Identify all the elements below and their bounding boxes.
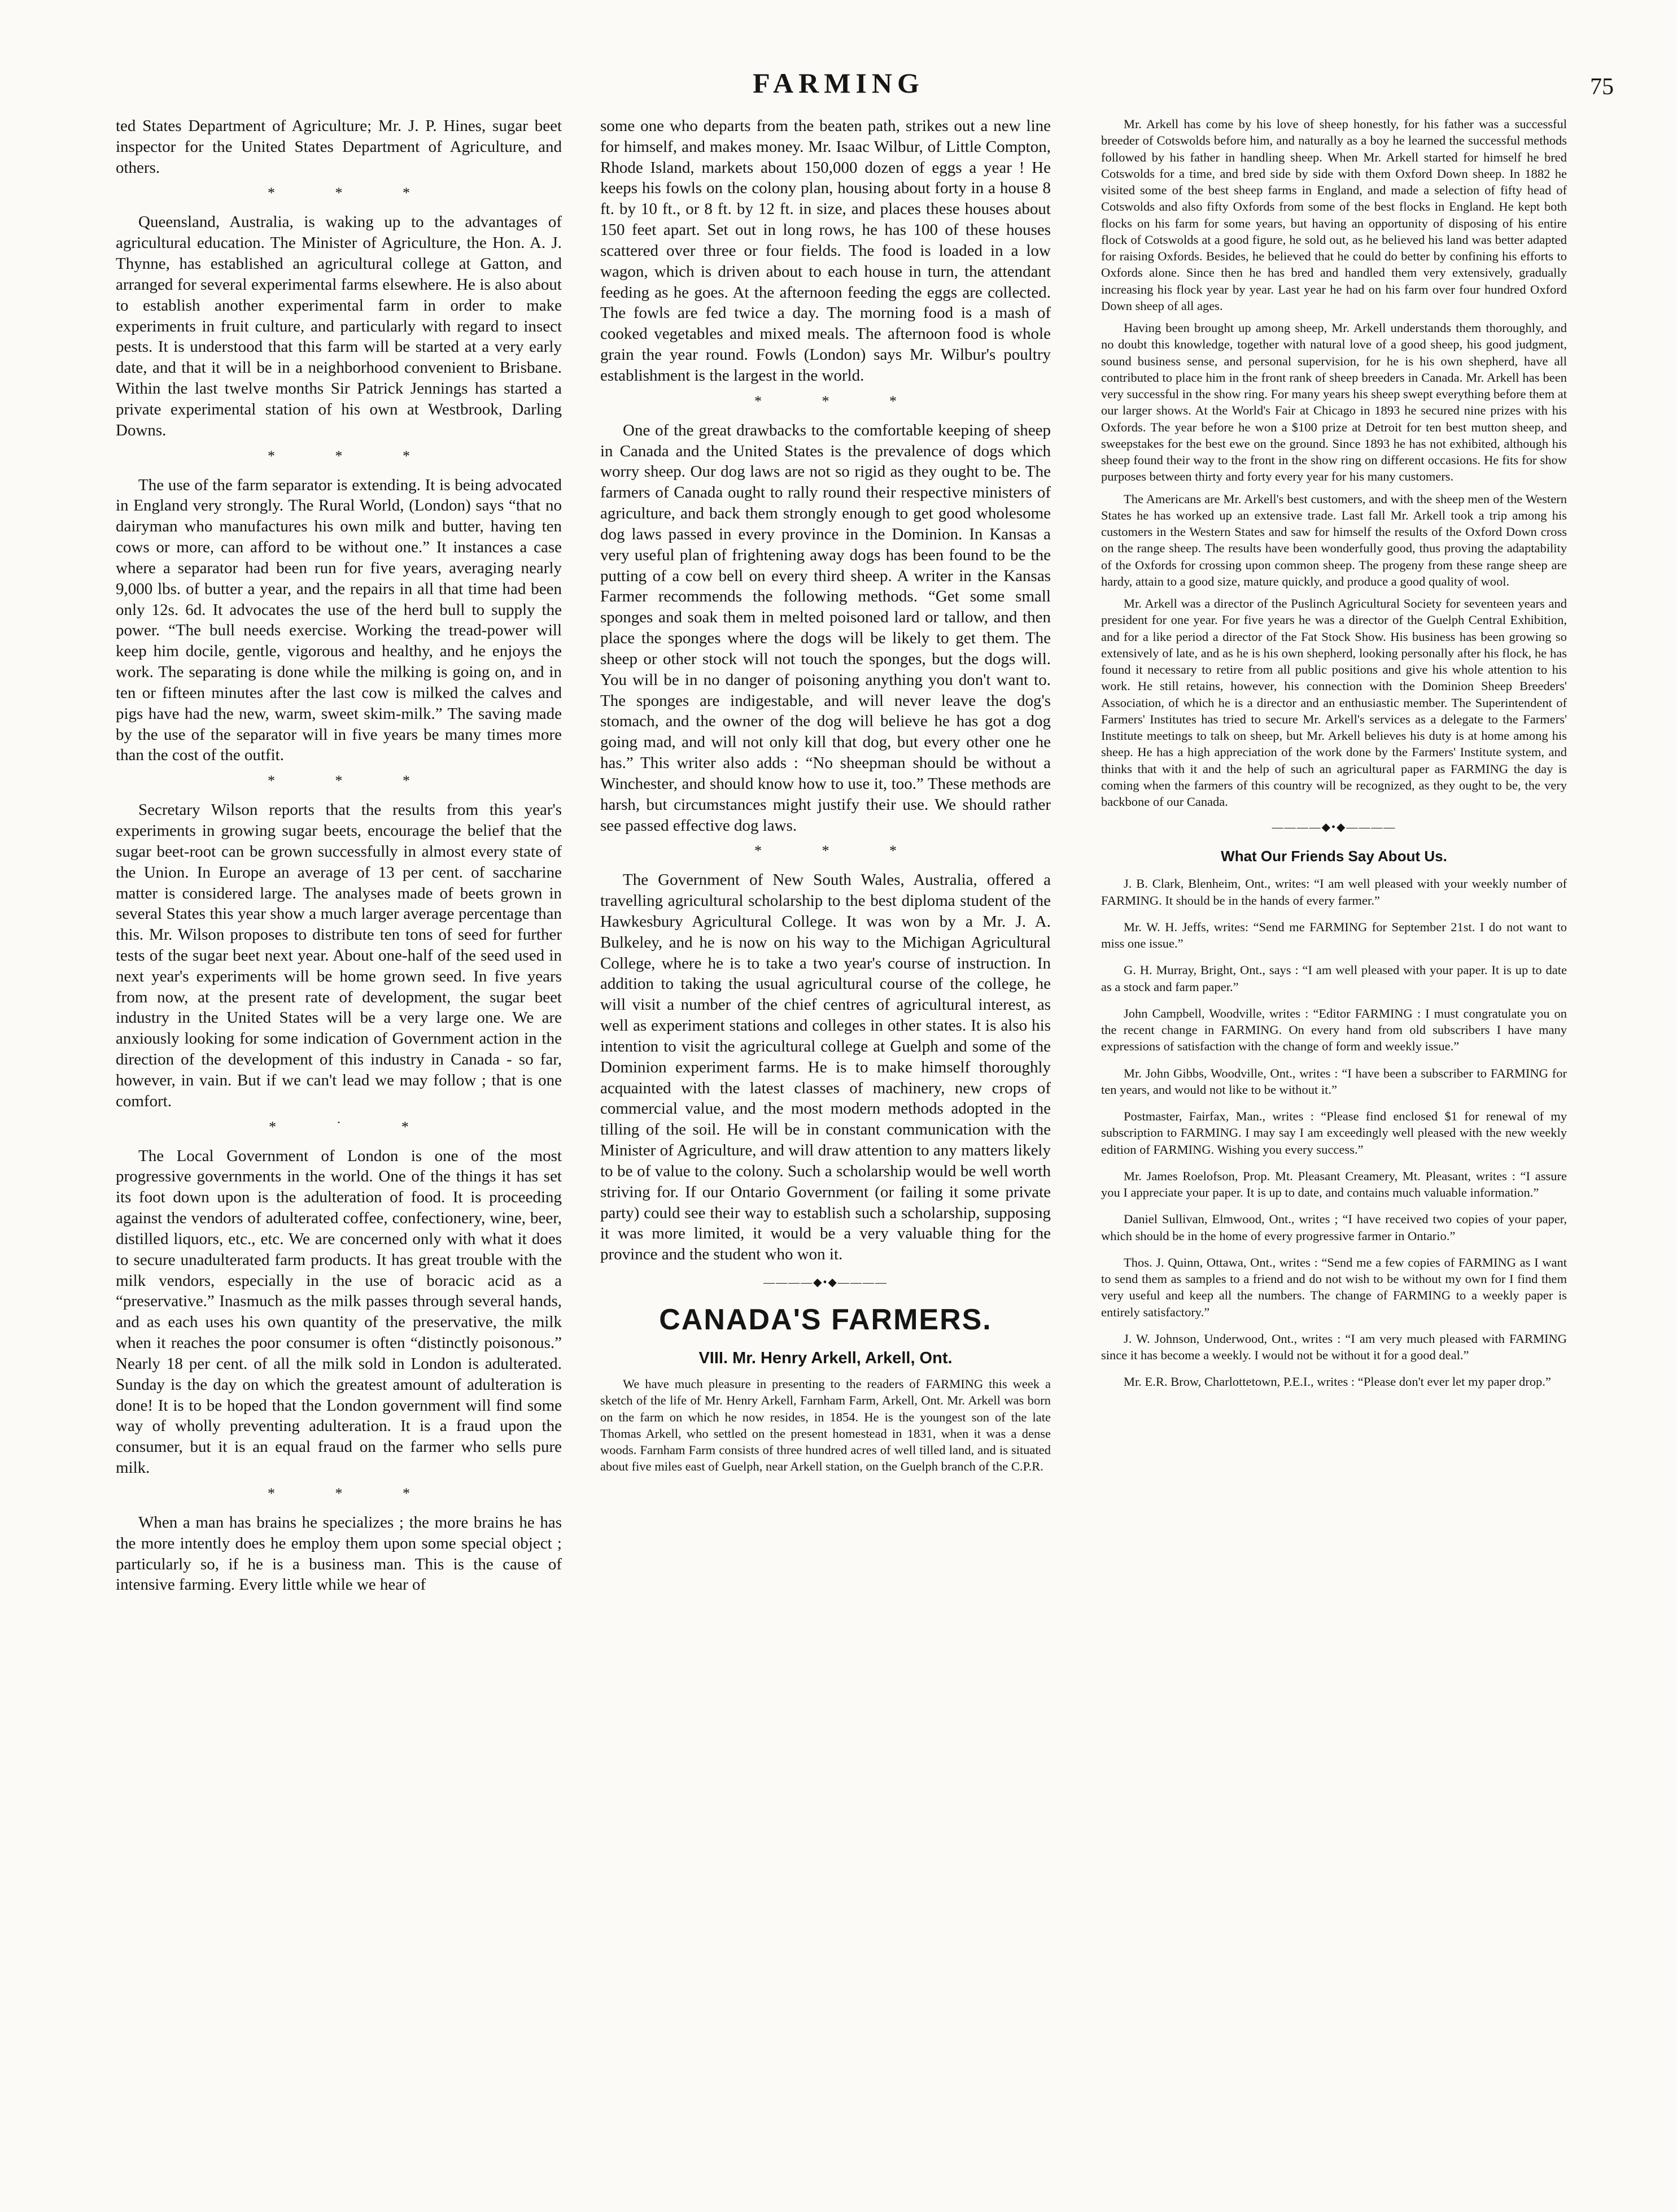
article-subheading: VIII. Mr. Henry Arkell, Arkell, Ont. <box>698 1349 953 1368</box>
paragraph: ted States Department of Agriculture; Mr. J. P. Hines, sugar beet inspector for the United States Department of Agriculture, and others. <box>116 117 562 177</box>
testimonial: Thos. J. Quinn, Ottawa, Ont., writes : “Send me a few copies of FARMING as I want to send them as samples to a friend and do not wish to be without my own for I find them very useful and keep all the numbers. The change of FARMING to a weekly paper is entirely satisfactory.” <box>1101 1255 1567 1319</box>
section-heading: CANADA'S FARMERS. <box>659 1303 992 1337</box>
page-number: 75 <box>1590 74 1614 100</box>
column-right <box>1101 116 1567 2184</box>
paragraph: When a man has brains he specializes ; the more brains he has the more intently does he employ them upon some special object ; particularly so, if he is a business man. This is the cause of intensive farming. Every little while we hear of <box>116 1513 562 1594</box>
paragraph: The Local Government of London is one of the most progressive governments in the world. One of the things it has set its foot down upon is the adulteration of food. It is proceeding against the vendors of adulterated coffee, confectionery, wine, beer, distilled liquors, etc., etc. We are concerned only with what it does to secure unadulterated farm products. It has great trouble with the milk vendors, especially in the use of boracic acid as a “preservative.” Inasmuch as the milk passes through several hands, and as each uses his own quantity of the preservative, the milk when it reaches the poor consumer is often “distinctly poisonous.” Nearly 18 per cent. of all the milk sold in London is adulterated. Sunday is the day on which the greatest amount of adulteration is done! It is to be hoped that the London government will find some way of wholly preventing adulteration. It is a fraud upon the consumer, but it is an equal fraud on the farmer who sells pure milk. <box>116 1146 562 1477</box>
paragraph: Secretary Wilson reports that the results from this year's experiments in growing sugar beets, encourage the belief that the sugar beet-root can be grown successfully in almost every state of the Union. In Europe an average of 13 per cent. of saccharine matter is considered large. The analyses made of beets grown in several States this year show a much larger average percentage than this. Mr. Wilson proposes to distribute ten tons of seed for further tests of the sugar beet next year. About one-half of the seed used in next year's experiments will be home grown seed. In five years from now, at the present rate of development, the sugar beet industry in the United States will be a very large one. We are anxiously looking for some indication of Government action in the direction of the development of this industry in Canada - so far, however, in vain. But if we can't lead we may follow ; that is one comfort. <box>116 801 562 1110</box>
ornament-rule: ————◆•◆———— <box>1272 821 1396 834</box>
separator: * * * <box>268 1485 438 1502</box>
testimonial: John Campbell, Woodville, writes : “Editor FARMING : I must congratulate you on the recent change in FARMING. On every hand from old subscribers I have many expressions of satisfaction with the change of form and weekly issue.” <box>1101 1006 1567 1054</box>
column-left <box>116 116 562 2184</box>
separator: * ˙ * <box>269 1118 437 1135</box>
testimonial: Mr. W. H. Jeffs, writes: “Send me FARMING for September 21st. I do not want to miss one issue.” <box>1101 919 1567 950</box>
paragraph: One of the great drawbacks to the comfortable keeping of sheep in Canada and the United States is the prevalence of dogs which worry sheep. Our dog laws are not so rigid as they ought to be. The farmers of Canada ought to rally round their respective ministers of agriculture, and back them strongly enough to get good wholesome dog laws passed in every province in the Dominion. In Kansas a very useful plan of frightening away dogs has been found to be the putting of a cow bell on every third sheep. A writer in the Kansas Farmer recommends the following methods. “Get some small sponges and soak them in melted poisoned lard or tallow, and then place the sponges where the dogs will be likely to get them. The sheep or other stock will not touch the sponges, but the dogs will. You will be in no danger of poisoning anything you don't want to. The sponges are indigestable, and will never leave the dog's stomach, and the owner of the dog will believe he has got a dog going mad, and will not only kill that dog, but every other one he has.” This writer also adds : “No sheepman should be without a Winchester, and should know how to use it, too.” These methods are harsh, but circumstances might justify their use. We should rather see passed effective dog laws. <box>600 421 1051 835</box>
ornament-rule: ————◆•◆———— <box>763 1276 888 1289</box>
testimonial: Daniel Sullivan, Elmwood, Ont., writes ; “I have received two copies of your paper, which should be in the home of every progressive farmer in Ontario.” <box>1101 1212 1567 1243</box>
separator: * * * <box>268 447 438 464</box>
testimonial: J. W. Johnson, Underwood, Ont., writes : “I am very much pleased with FARMING since it has become a weekly. I would not be without it for a good deal.” <box>1101 1331 1567 1362</box>
paragraph: some one who departs from the beaten path, strikes out a new line for himself, and makes money. Mr. Isaac Wilbur, of Little Compton, Rhode Island, markets about 150,000 dozen of eggs a year ! He keeps his fowls on the colony plan, housing about forty in a house 8 ft. by 10 ft., or 8 ft. by 12 ft. in size, and places these houses about 150 feet apart. Set out in long rows, he has 100 of these houses scattered over three or four fields. The food is loaded in a low wagon, which is driven about to each house in turn, the attendant feeding as he goes. At the afternoon feeding the eggs are collected. The fowls are fed twice a day. The morning food is a mash of cooked vegetables and mixed meals. The afternoon food is whole grain the year round. Fowls (London) says Mr. Wilbur's poultry establishment is the largest in the world. <box>600 117 1051 385</box>
testimonial: J. B. Clark, Blenheim, Ont., writes: “I am well pleased with your weekly number of FARMING. It should be in the hands of every farmer.” <box>1101 876 1567 908</box>
testimonials-heading: What Our Friends Say About Us. <box>1221 848 1447 865</box>
testimonials-list <box>1101 875 1567 1390</box>
running-title: FARMING <box>753 67 924 99</box>
column-middle <box>600 116 1051 2184</box>
testimonial: Mr. John Gibbs, Woodville, Ont., writes : “I have been a subscriber to FARMING for ten years, and would not like to be without it.” <box>1101 1066 1567 1097</box>
paragraph: The Government of New South Wales, Australia, offered a travelling agricultural scholarship to the best diploma student of the Hawkesbury Agricultural College. It was won by a Mr. J. A. Bulkeley, and he is now on his way to the Michigan Agricultural College, where he is to take a two year's course of instruction. In addition to taking the usual agricultural course of the college, he will visit a number of the chief centres of agricultural interest, as well as experiment stations and colleges in other states. It is also his intention to visit the agricultural college at Guelph and some of the Dominion experiment farms. He is to make himself thoroughly acquainted with the latest classes of machinery, new crops of commercial value, and the most modern methods adopted in the tilling of the soil. He will be in constant communication with the Minister of Agriculture, and will draw attention to any matters likely to be of value to the colony. Such a scholarship would be well worth striving for. If our Ontario Government (or failing it some private party) could see their way to establish such a scholarship, supposing it was more limited, it would be a very valuable thing for the province and the student who won it. <box>600 871 1051 1264</box>
paragraph: The Americans are Mr. Arkell's best customers, and with the sheep men of the Western States he has worked up an extensive trade. Last fall Mr. Arkell took a trip among his customers in the Western States and saw for himself the results of the Oxford Down cross on the range sheep. The results have been wonderfully good, thus proving the adaptability of the Oxfords for crossing upon common sheep. The progeny from these range sheep are hardy, attain to a good size, mature quickly, and produce a good quality of wool. <box>1101 491 1567 588</box>
paragraph: Mr. Arkell has come by his love of sheep honestly, for his father was a successful breeder of Cotswolds before him, and naturally as a boy he learned the successful methods followed by his father in handling sheep. When Mr. Arkell started for himself he bred Cotswolds for a time, and bred side by side with them Oxford Down sheep. In 1882 he visited some of the best sheep farms in England, and made a selection of fifty head of Cotswolds and also fifty Oxfords from some of the best flocks in England. He kept both flocks on his farm for some years, but having an opportunity of disposing of his entire flock of Cotswolds at a good figure, he sold out, as he believed his land was better adapted for raising Oxfords. Besides, he believed that he could do better by confining his efforts to Oxfords alone. Since then he has bred and handled them very extensively, gradually increasing his flock year by year. Last year he had on his farm over four hundred Oxford Down sheep of all ages. <box>1101 117 1567 313</box>
paragraph: Mr. Arkell was a director of the Puslinch Agricultural Society for seventeen years and president for one year. For five years he was a director of the Guelph Central Exhibition, and for a like period a director of the Fat Stock Show. His business has been growing so extensively of late, and as he is his own shepherd, looking personally after his flock, he has found it necessary to retire from all public positions and give his whole attention to his work. He still retains, however, his connection with the Dominion Sheep Breeders' Association, of which he is a director and an enthusiastic member. The Superintendent of Farmers' Institutes has tried to secure Mr. Arkell's services as a delegate to the Farmers' Institute meetings to talk on sheep, but Mr. Arkell believes his duty is at home among his sheep. He has a high appreciation of the work done by the Farmers' Institute system, and thinks that with it and the help of such an agricultural paper as FARMING the day is coming when the farmers of this country will be recognized, as they ought to be, the very backbone of our Canada. <box>1101 596 1567 809</box>
separator: * * * <box>268 773 438 789</box>
paragraph: The use of the farm separator is extending. It is being advocated in England very strongly. The Rural World, (London) says “that no dairyman who manufactures his own milk and butter, having ten cows or more, can afford to be without one.” It instances a case where a separator had been run for five years, averaging nearly 9,000 lbs. of butter a year, and the repairs in all that time had been only 12s. 6d. It advocates the use of the herd bull to supply the power. “The bull needs exercise. Working the tread-power will keep him docile, gentle, vigorous and healthy, and he enjoys the work. The separating is done while the milking is going on, and in ten or fifteen minutes after the last cow is milked the calves and pigs have had the new, warm, sweet skim-milk.” The saving made by the use of the separator will in five years be many times more than the cost of the outfit. <box>116 475 562 765</box>
page-header <box>0 67 1677 112</box>
separator: * * * <box>754 843 925 860</box>
paragraph: We have much pleasure in presenting to the readers of FARMING this week a sketch of the life of Mr. Henry Arkell, Farnham Farm, Arkell, Ont. Mr. Arkell was born on the farm on which he now resides, in 1854. He is the youngest son of the late Thomas Arkell, who settled on the present homestead in 1831, when it was a dense woods. Farnham Farm consists of three hundred acres of well tilled land, and is situated about five miles east of Guelph, near Arkell station, on the Guelph branch of the C.P.R. <box>600 1377 1051 1474</box>
testimonial: Mr. E.R. Brow, Charlottetown, P.E.I., writes : “Please don't ever let my paper drop.” <box>1124 1375 1551 1389</box>
paragraph: Queensland, Australia, is waking up to the advantages of agricultural education. The Minister of Agriculture, the Hon. A. J. Thynne, has established an agricultural college at Gatton, and arranged for several experimental farms elsewhere. He is also about to establish another experimental farm in order to make experiments in fruit culture, and particularly with regard to insect pests. It is understood that this farm will be started at a very early date, and that it will be in a neighborhood convenient to Brisbane. Within the last twelve months Sir Patrick Jennings has started a private experimental station of his own at Westbrook, Darling Downs. <box>116 213 562 439</box>
testimonial: G. H. Murray, Bright, Ont., says : “I am well pleased with your paper. It is up to date as a stock and farm paper.” <box>1101 963 1567 994</box>
testimonial: Postmaster, Fairfax, Man., writes : “Please find enclosed $1 for renewal of my subscription to FARMING. I may say I am exceedingly well pleased with the new weekly edition of FARMING. Wishing you every success.” <box>1101 1109 1567 1157</box>
separator: * * * <box>754 392 925 409</box>
separator: * * * <box>268 185 438 202</box>
paragraph: Having been brought up among sheep, Mr. Arkell understands them thoroughly, and no doubt this knowledge, together with natural love of a good sheep, his good judgment, sound business sense, and personal supervision, for he is his own shepherd, have all contributed to place him in the front rank of sheep breeders in Canada. Mr. Arkell has been very successful in the show ring. For many years his sheep swept everything before them at our larger shows. At the World's Fair at Chicago in 1893 he secured nine prizes with his Oxfords. The year before he won a $100 prize at Detroit for ten best mutton sheep, and sweepstakes for the best ewe on the ground. Since 1893 he has not exhibited, although his sheep found their way to the front in the show ring on different occasions. He fits for show purposes between thirty and forty every year for his many customers. <box>1101 321 1567 484</box>
testimonial: Mr. James Roelofson, Prop. Mt. Pleasant Creamery, Mt. Pleasant, writes : “I assure you I appreciate your paper. It is up to date, and contains much valuable information.” <box>1101 1168 1567 1199</box>
